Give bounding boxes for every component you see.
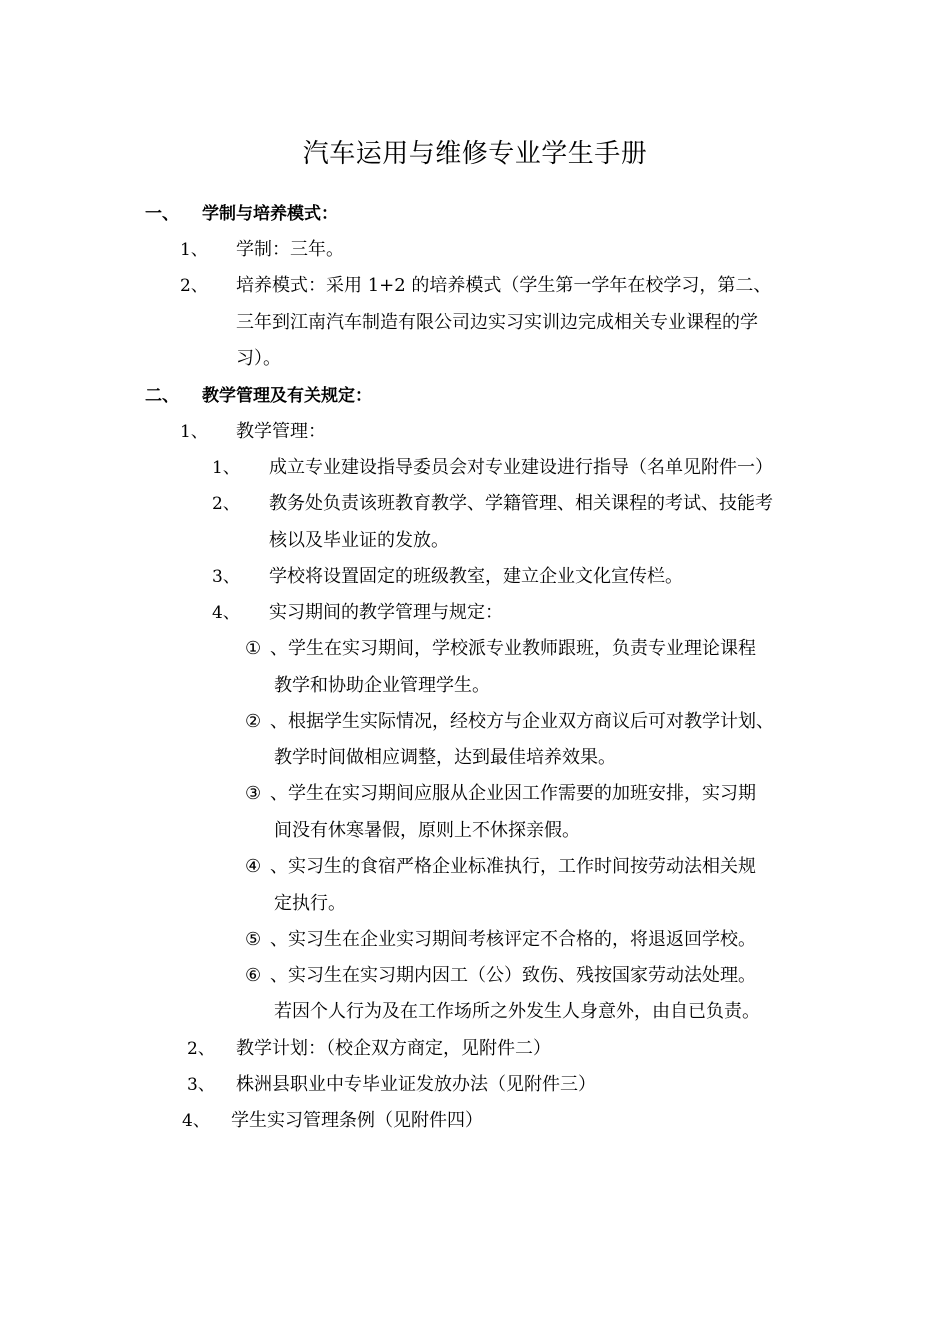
sub-item-number: 1、 <box>212 458 240 478</box>
item-text: 株洲县职业中专毕业证发放办法（见附件三） <box>236 1074 596 1095</box>
rule-marker: ⑤ <box>245 929 262 950</box>
rule-text: 、实习生在实习期内因工（公）致伤、残按国家劳动法处理。 <box>270 965 756 986</box>
rule-text-cont: 教学时间做相应调整，达到最佳培养效果。 <box>274 747 616 768</box>
rule-text-cont: 若因个人行为及在工作场所之外发生人身意外，由自已负责。 <box>274 1001 760 1022</box>
rule-marker: ① <box>245 638 262 659</box>
sub-item-number: 2、 <box>212 494 240 514</box>
rule-text: 、实习生在企业实习期间考核评定不合格的，将退返回学校。 <box>270 929 756 950</box>
item-number: 1、 <box>180 240 208 260</box>
page-title: 汽车运用与维修专业学生手册 <box>302 139 648 169</box>
item-text-cont: 三年到江南汽车制造有限公司边实习实训边完成相关专业课程的学 <box>236 312 758 333</box>
item-number: 2、 <box>187 1039 215 1059</box>
sub-item-text: 学校将设置固定的班级教室，建立企业文化宣传栏。 <box>269 566 683 587</box>
sub-item-text-cont: 核以及毕业证的发放。 <box>269 530 449 551</box>
sub-item-text: 教务处负责该班教育教学、学籍管理、相关课程的考试、技能考 <box>269 493 773 514</box>
sub-item-text: 实习期间的教学管理与规定： <box>269 602 503 623</box>
rule-marker: ④ <box>245 856 262 877</box>
section-heading-1: 学制与培养模式： <box>202 204 338 224</box>
item-text: 学制：三年。 <box>236 239 344 260</box>
section-heading-2: 教学管理及有关规定： <box>202 386 372 406</box>
item-number: 3、 <box>187 1075 215 1095</box>
item-number: 4、 <box>182 1111 210 1131</box>
item-text: 教学计划：（校企双方商定，见附件二） <box>236 1038 551 1059</box>
rule-marker: ⑥ <box>245 965 262 986</box>
item-text: 培养模式：采用 1+2 的培养模式（学生第一学年在校学习，第二、 <box>236 275 772 296</box>
rule-text-cont: 间没有休寒暑假，原则上不休探亲假。 <box>274 820 580 841</box>
sub-item-number: 4、 <box>212 603 240 623</box>
sub-item-text: 成立专业建设指导委员会对专业建设进行指导（名单见附件一） <box>269 457 773 478</box>
item-text: 教学管理： <box>236 421 326 442</box>
rule-text-cont: 定执行。 <box>274 893 346 914</box>
item-text-cont: 习）。 <box>236 348 281 369</box>
rule-text: 、实习生的食宿严格企业标准执行，工作时间按劳动法相关规 <box>270 856 756 877</box>
sub-item-number: 3、 <box>212 567 240 587</box>
item-text: 学生实习管理条例（见附件四） <box>231 1110 483 1131</box>
item-number: 2、 <box>180 276 208 296</box>
rule-text-cont: 教学和协助企业管理学生。 <box>274 675 490 696</box>
section-marker-1: 一、 <box>145 204 179 224</box>
rule-marker: ② <box>245 711 262 732</box>
rule-marker: ③ <box>245 783 262 804</box>
section-marker-2: 二、 <box>145 386 179 406</box>
rule-text: 、学生在实习期间应服从企业因工作需要的加班安排，实习期 <box>270 783 756 804</box>
item-number: 1、 <box>180 422 208 442</box>
rule-text: 、学生在实习期间，学校派专业教师跟班，负责专业理论课程 <box>270 638 756 659</box>
rule-text: 、根据学生实际情况，经校方与企业双方商议后可对教学计划、 <box>270 711 774 732</box>
